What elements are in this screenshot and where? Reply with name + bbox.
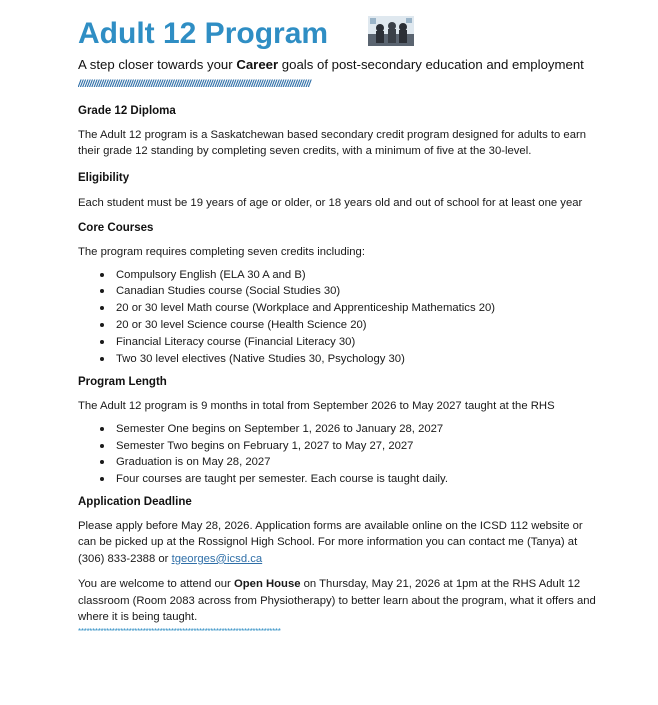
bullet-icon — [100, 289, 104, 293]
open-house-emphasis: Open House — [233, 578, 301, 591]
diploma-heading: Grade 12 Diploma — [78, 105, 176, 117]
core-courses-list — [78, 267, 598, 368]
list-item: Financial Literacy course (Financial Literacy 30) — [100, 334, 598, 351]
students-photo-icon — [368, 16, 414, 46]
bullet-icon — [100, 444, 104, 448]
application-deadline-text: Please apply before May 28, 2026. Application forms are available online on the ICSD 112 website or can be picked up at the Rossignol High School. For more information you can contact me (Tanya) at (306) 833-2388 or tgeorges@icsd.ca — [78, 520, 583, 565]
eligibility-heading: Eligibility — [78, 171, 130, 184]
list-item: Semester One begins on September 1, 2026 to January 28, 2027 — [100, 421, 598, 438]
program-length-intro: The Adult 12 program is 9 months in total from September 2026 to May 2027 taught at the RHS — [78, 400, 555, 413]
program-length-list — [78, 421, 598, 488]
list-item: Semester Two begins on February 1, 2027 to May 27, 2027 — [100, 438, 598, 455]
bullet-icon — [100, 357, 104, 361]
list-item: 20 or 30 level Science course (Health Science 20) — [100, 317, 598, 334]
list-item: 20 or 30 level Math course (Workplace and Apprenticeship Mathematics 20) — [100, 300, 598, 317]
bullet-icon — [100, 306, 104, 310]
application-deadline-heading: Application Deadline — [78, 496, 192, 508]
subtitle-emphasis: Career — [236, 57, 279, 72]
core-courses-heading: Core Courses — [78, 222, 154, 235]
list-item: Compulsory English (ELA 30 A and B) — [100, 267, 598, 284]
subtitle: A step closer towards your Career goals of post-secondary education and employment — [78, 57, 584, 72]
list-item: Two 30 level electives (Native Studies 30, Psychology 30) — [100, 351, 598, 368]
core-courses-intro: The program requires completing seven credits including: — [78, 246, 365, 259]
bullet-icon — [100, 340, 104, 344]
divider: ////////////////////////////////////////////////////////////////////////////////////////////////////// — [78, 79, 311, 90]
bullet-icon — [100, 477, 104, 481]
list-item: Canadian Studies course (Social Studies 30) — [100, 283, 598, 300]
bullet-icon — [100, 273, 104, 277]
bullet-icon — [100, 427, 104, 431]
email-link[interactable]: tgeorges@icsd.ca — [171, 552, 263, 565]
diploma-text: The Adult 12 program is a Saskatchewan based secondary credit program designed for adults to earn their grade 12 standing by completing seven credits, with a minimum of five at the 30-level. — [78, 129, 587, 158]
bullet-icon — [100, 460, 104, 464]
bullet-icon — [100, 323, 104, 327]
list-item: Four courses are taught per semester. Each course is taught daily. — [100, 471, 598, 488]
list-item: Graduation is on May 28, 2027 — [100, 454, 598, 471]
eligibility-text: Each student must be 19 years of age or older, or 18 years old and out of school for at least one year — [78, 196, 583, 209]
page-title: Adult 12 Program — [78, 17, 329, 50]
open-house-text: You are welcome to attend our Open House on Thursday, May 21, 2026 at 1pm at the RHS Adult 12 classroom (Room 2083 across from Physiotherapy) to better learn about the program, what it offers and where it is being taught. — [78, 578, 596, 624]
footer-divider: ************************************************************************ — [78, 627, 281, 637]
program-length-heading: Program Length — [78, 376, 167, 389]
title-row — [78, 14, 598, 54]
